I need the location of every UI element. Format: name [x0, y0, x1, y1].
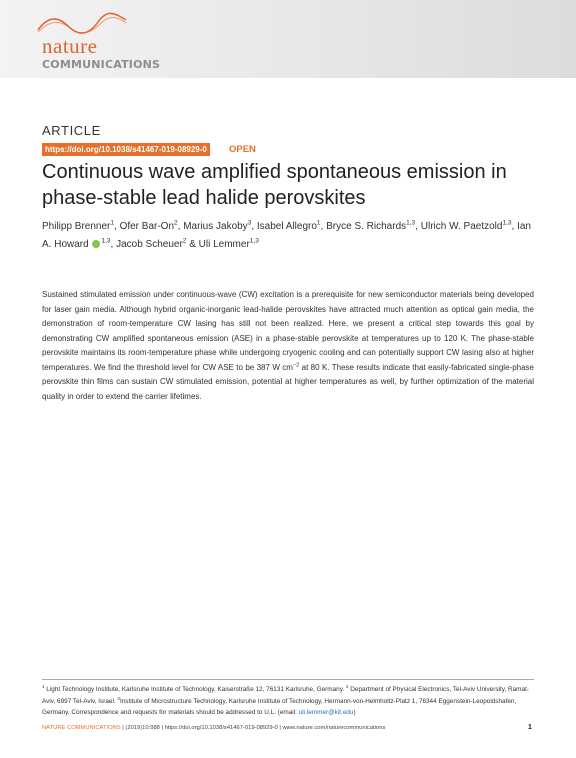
- page-number: 1: [528, 724, 532, 731]
- author-name: Ian A. Howard: [42, 221, 531, 250]
- author-affiliation: 1: [110, 219, 114, 227]
- author-affiliation: 2: [182, 237, 187, 245]
- author-name: Bryce S. Richards: [326, 221, 407, 232]
- doi-link[interactable]: https://doi.org/10.1038/s41467-019-08929-0: [42, 143, 210, 156]
- author-list: Philipp Brenner$^1$, Ofer Bar-On$^2$, Marius Jakoby$^3$, Isabel Allegro$^1$, Bryce S. Richards$^{1,3}$, Ulrich W. Paetzold$^{1,3}$, Ian A. Howard $^{1,3}$, Jacob Scheuer$^2$ & Uli Lemmer$^{1,3}$: [42, 219, 531, 250]
- logo-communications: COMMUNICATIONS: [42, 58, 161, 71]
- affiliation-1: Light Technology Institute, Karlsruhe Institute of Technology, Kaiserstraße 12, 76131 Karlsruhe, Germany.: [44, 686, 346, 693]
- author-affiliation: 2: [174, 219, 178, 227]
- author-affiliation: 1,3: [406, 219, 416, 227]
- abstract-superscript: −2: [292, 361, 300, 368]
- abstract-text-1: Sustained stimulated emission under continuous-wave (CW) excitation is a prerequisite for new semiconductor materials being developed for laser gain media. Although hybrid organic-inorganic lead-halide perovskites have attracted much attention as optical gain media, the demonstration of room-temperature CW lasing has still not been realized. Here, we present a critical step towards this goal by demonstrating CW amplified spontaneous emission (ASE) in a phase-stable perovskite at temperatures up to 120 K. The phase-stable perovskite maintains its room-temperature phase while undergoing cryogenic cooling and can potentially support CW lasing also at higher temperatures. We find the threshold level for CW ASE to be 387 W cm: [42, 290, 534, 372]
- footnote-divider: [42, 679, 534, 680]
- open-access-badge: OPEN: [229, 144, 256, 155]
- correspondence-email-link[interactable]: uli.lemmer@kit.edu: [298, 709, 354, 716]
- author-name: Ofer Bar-On: [119, 221, 175, 232]
- author: [116, 239, 186, 250]
- author-affiliation: 3: [247, 219, 252, 227]
- abstract: [42, 288, 534, 404]
- orcid-icon[interactable]: [92, 240, 100, 248]
- affiliations-footnote: [42, 684, 536, 719]
- author: [120, 221, 178, 232]
- author: [183, 221, 251, 232]
- journal-banner: [0, 0, 576, 78]
- author: [199, 239, 259, 250]
- page-footer: [42, 725, 532, 731]
- affiliation-2: Department of Physical Electronics, Tel-Aviv University, Ramat-Aviv, 6997 Tel-Aviv, Israel.: [42, 686, 529, 705]
- nature-wave-logo-icon: [36, 12, 128, 36]
- author: [421, 221, 512, 232]
- author: [326, 221, 415, 232]
- author-affiliation: 1: [316, 219, 321, 227]
- abstract-text-2: at 80 K. These results indicate that easily-fabricated single-phase perovskite thin films can sustain CW stimulated emission, potential at higher temperatures as well, by further optimization of the material quality in order to extend the carrier lifetimes.: [42, 362, 534, 401]
- logo-nature: nature: [42, 34, 98, 58]
- footer-citation: | (2019)10:988 | https://doi.org/10.1038/s41467-019-08929-0 | www.nature.com/naturecommunications: [120, 725, 386, 731]
- author-name: Philipp Brenner: [42, 221, 111, 232]
- author-name: Ulrich W. Paetzold: [420, 221, 503, 232]
- footnote-close: ): [353, 709, 356, 716]
- author-name: Isabel Allegro: [256, 221, 317, 232]
- author-name: Jacob Scheuer: [116, 239, 183, 250]
- affiliation-3: Institute of Microstructure Technology, Karlsruhe Institute of Technology, Hermann-von-Helmholtz-Platz 1, 76344 Eggenstein-Leopoldshafen, Germany. Correspondence and requests for materials should be addressed to U.L. (email:: [42, 697, 517, 716]
- footnote-sup-3: 3: [117, 695, 120, 701]
- author-name: Uli Lemmer: [198, 239, 250, 250]
- article-title: Continuous wave amplified spontaneous emission in phase-stable lead halide perovskites: [42, 161, 507, 209]
- footnote-sup-2: 2: [346, 683, 349, 689]
- author: [257, 221, 321, 232]
- author: [42, 221, 114, 232]
- footnote-sup-1: 1: [42, 683, 45, 689]
- author-name: Marius Jakoby: [183, 221, 248, 232]
- author-affiliation: 1,3: [249, 237, 259, 245]
- footer-journal-name: NATURE COMMUNICATIONS: [42, 725, 121, 731]
- author-affiliation: 1,3: [502, 219, 512, 227]
- article-type-label: ARTICLE: [42, 123, 101, 138]
- author-affiliation: 1,3: [101, 237, 111, 245]
